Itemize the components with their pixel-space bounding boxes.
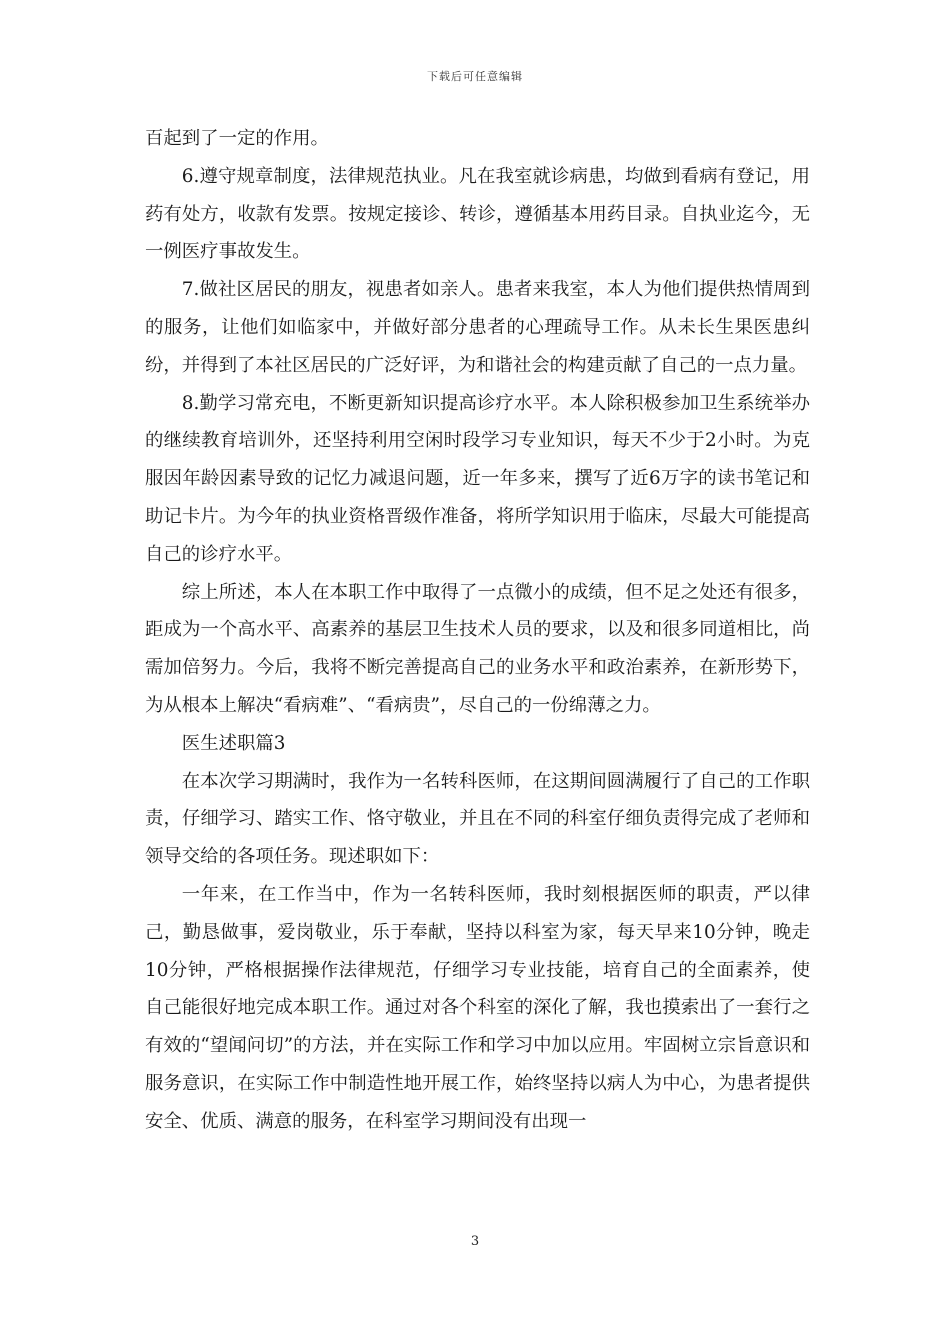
paragraph: 综上所述，本人在本职工作中取得了一点微小的成绩，但不足之处还有很多，距成为一个高水平、高素养的基层卫生技术人员的要求，以及和很多同道相比，尚需加倍努力。今后，我将不断完善提高自己的业务水平和政治素养，在新形势下，为从根本上解决“看病难”、“看病贵”，尽自己的一份绵薄之力。 xyxy=(145,581,810,716)
paragraph: 在本次学习期满时，我作为一名转科医师，在这期间圆满履行了自己的工作职责，仔细学习、踏实工作、恪守敬业，并且在不同的科室仔细负责得完成了老师和领导交给的各项任务。现述职如下： xyxy=(145,770,810,868)
paragraph: 8.勤学习常充电，不断更新知识提高诊疗水平。本人除积极参加卫生系统举办的继续教育培训外，还坚持利用空闲时段学习专业知识，每天不少于2小时。为克服因年龄因素导致的记忆力减退问题，近一年多来，撰写了近6万字的读书笔记和助记卡片。为今年的执业资格晋级作准备，将所学知识用于临床，尽最大可能提高自己的诊疗水平。 xyxy=(145,392,810,565)
section-heading: 医生述职篇3 xyxy=(181,732,286,754)
paragraph: 6.遵守规章制度，法律规范执业。凡在我室就诊病患，均做到看病有登记，用药有处方，收款有发票。按规定接诊、转诊，遵循基本用药目录。自执业迄今，无一例医疗事故发生。 xyxy=(145,165,810,263)
paragraph: 7.做社区居民的朋友，视患者如亲人。患者来我室，本人为他们提供热情周到的服务，让他们如临家中，并做好部分患者的心理疏导工作。从未长生果医患纠纷，并得到了本社区居民的广泛好评，为和谐社会的构建贡献了自己的一点力量。 xyxy=(145,279,810,376)
page-number: 3 xyxy=(470,1234,480,1249)
paragraph: 一年来，在工作当中，作为一名转科医师，我时刻根据医师的职责，严以律己，勤恳做事，爱岗敬业，乐于奉献，坚持以科室为家，每天早来10分钟，晚走10分钟，严格根据操作法律规范，仔细学习专业技能，培育自己的全面素养，使自己能很好地完成本职工作。通过对各个科室的深化了解，我也摸索出了一套行之有效的“望闻问切”的方法，并在实际工作和学习中加以应用。牢固树立宗旨意识和服务意识，在实际工作中制造性地开展工作，始终坚持以病人为中心，为患者提供安全、优质、满意的服务，在科室学习期间没有出现一 xyxy=(145,883,810,1132)
page-header: 下载后可任意编辑 xyxy=(427,70,523,83)
document-body xyxy=(145,120,810,1141)
paragraph: 百起到了一定的作用。 xyxy=(145,128,329,149)
